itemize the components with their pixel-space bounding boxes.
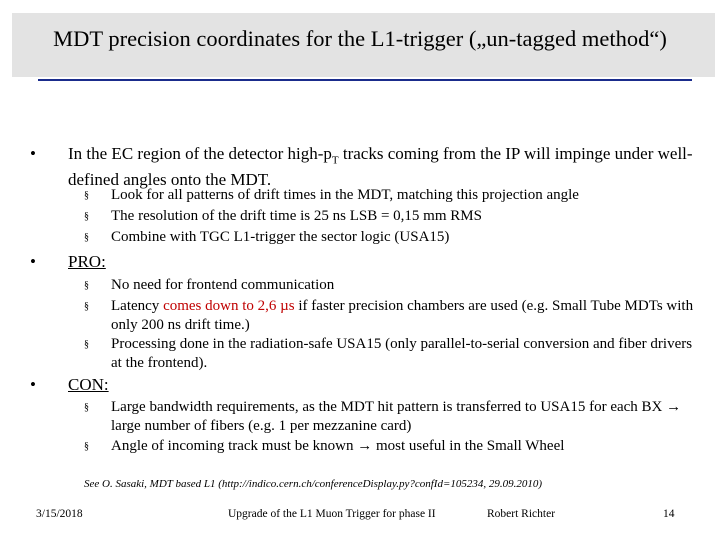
footer-title: Upgrade of the L1 Muon Trigger for phase II [228, 508, 436, 520]
sub-bullet-marker: § [84, 211, 89, 222]
bullet-text: In the EC region of the detector high-$p_T$ tracks coming from the IP will impinge under well-defined angles onto the MDT. [68, 144, 693, 190]
reference-note: See O. Sasaki, MDT based L1 (http://indico.cern.ch/conferenceDisplay.py?confId=105234, 29.09.2010) [84, 478, 543, 490]
footer-author: Robert Richter [487, 508, 556, 520]
sub-bullet-marker: § [84, 441, 89, 452]
bullet-dot: • [30, 375, 36, 394]
sub-bullet-marker: § [84, 280, 89, 291]
footer-date: 3/15/2018 [36, 508, 83, 520]
latency-highlight: comes down to 2,6 µs [163, 298, 295, 314]
sub-bullet-marker: § [84, 232, 89, 243]
sub-bullet-marker: § [84, 301, 89, 312]
bullet-dot: • [30, 144, 36, 163]
footer-page-number: 14 [663, 508, 675, 520]
sub-bullet-marker: § [84, 339, 89, 350]
slide-title: MDT precision coordinates for the L1-trigger („un-tagged method“) [53, 26, 667, 51]
sub-bullet-marker: § [84, 190, 89, 201]
sub-bullet-marker: § [84, 402, 89, 413]
title-rule [38, 79, 692, 81]
bullet-dot: • [30, 252, 36, 271]
